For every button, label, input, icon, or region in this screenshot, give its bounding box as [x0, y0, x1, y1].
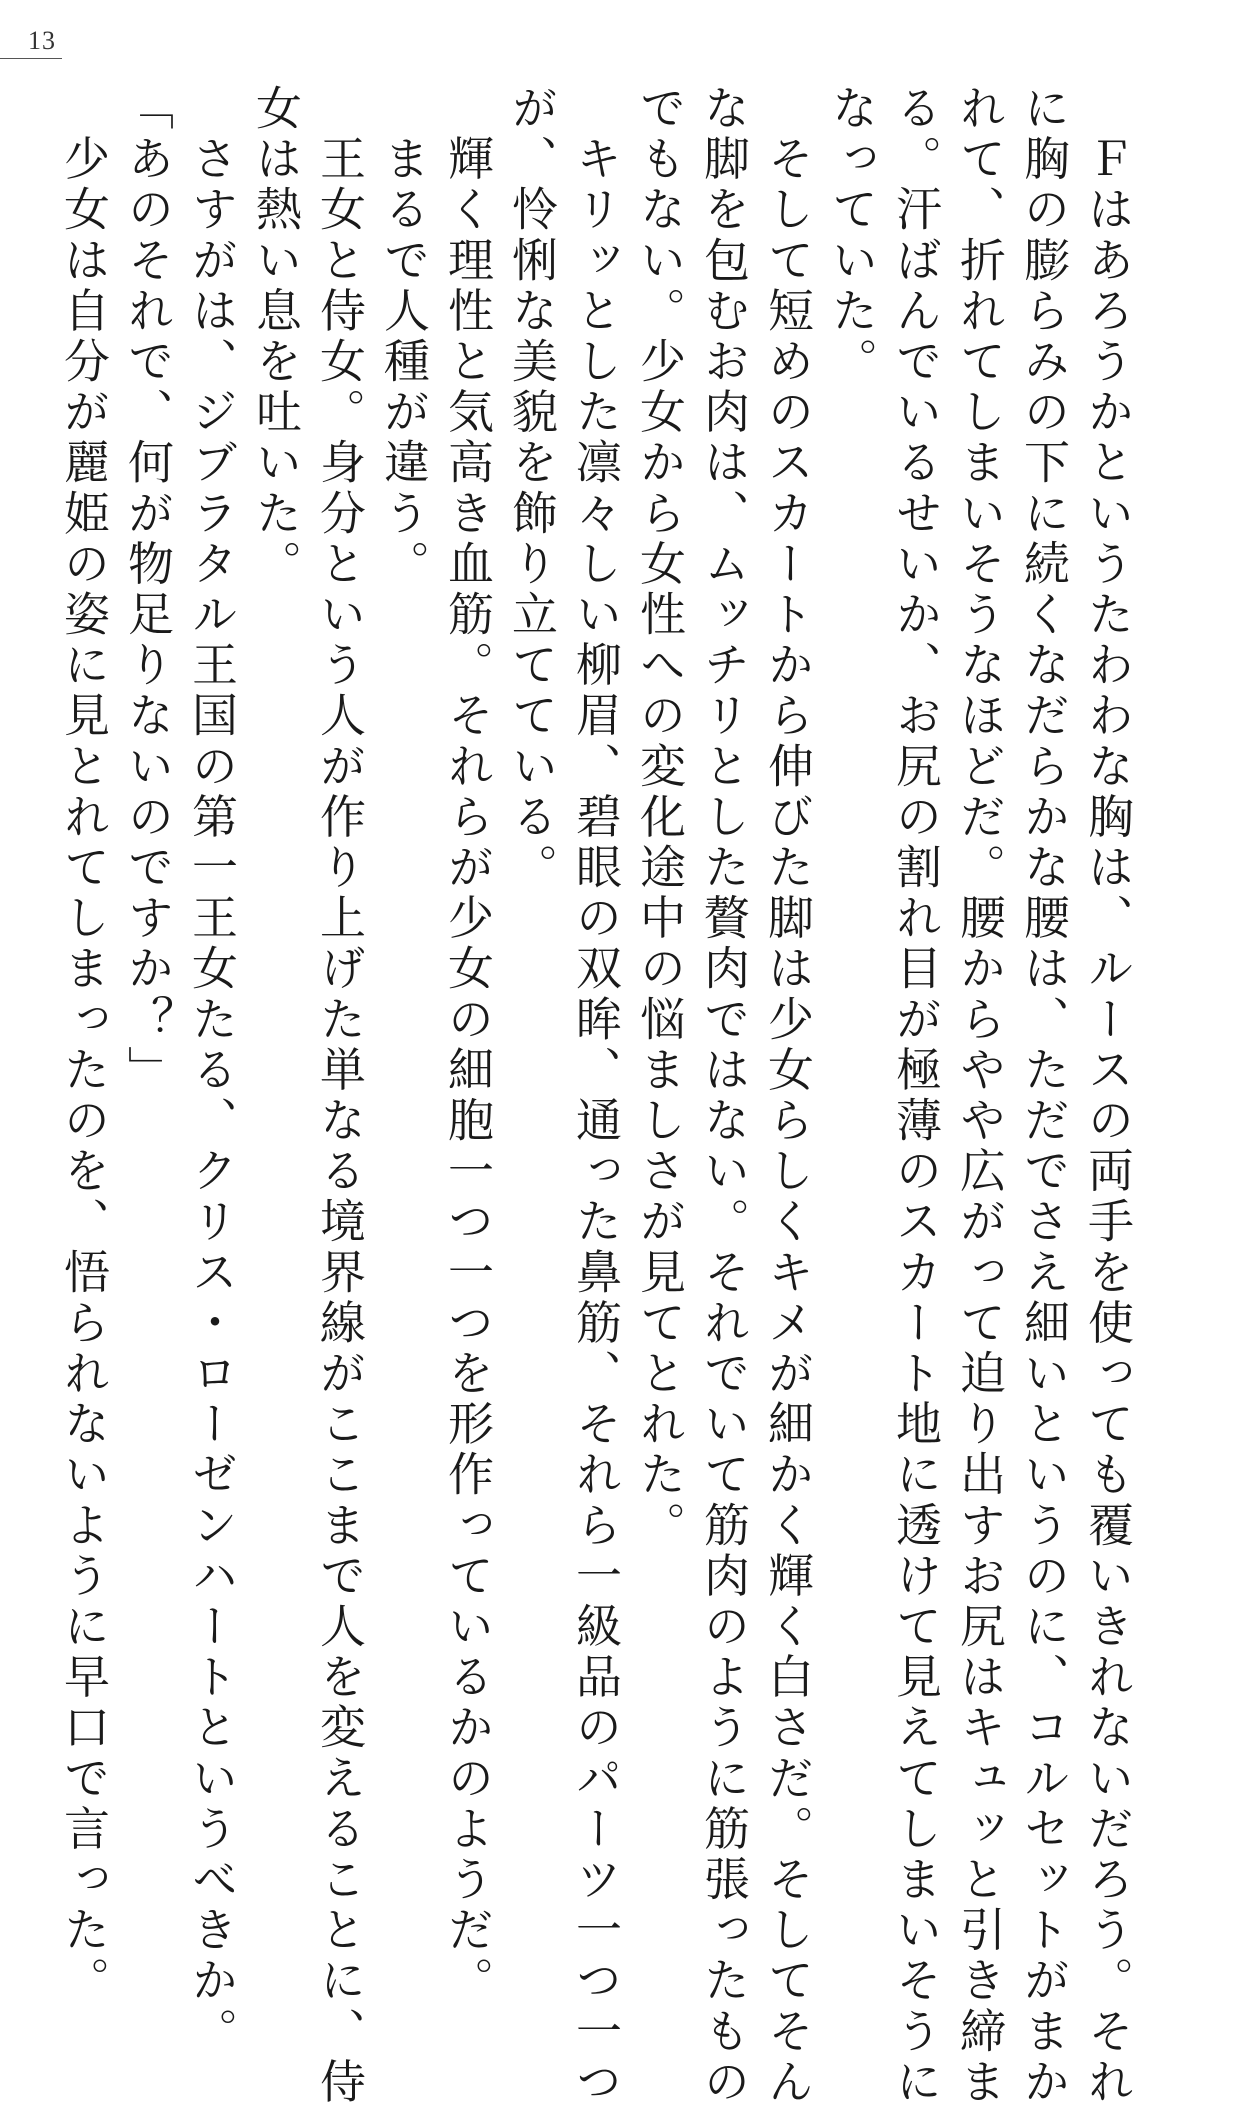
text-line: れて、折れてしまいそうなほどだ。腰からやや広がって迫り出すお尻はキュッと引き締ま — [953, 84, 1007, 2108]
text-line: が、怜悧な美貌を飾り立てている。 — [505, 84, 559, 894]
text-line: さすがは、ジブラタル王国の第一王女たる、クリス・ローゼンハートというべきか。 — [185, 84, 239, 2058]
body-text — [57, 84, 1140, 2108]
text-line: に胸の膨らみの下に続くなだらかな腰は、ただでさえ細いというのに、コルセットがまか — [1017, 84, 1071, 2108]
page-number: 13 — [28, 26, 56, 55]
text-line: 女は熱い息を吐いた。 — [249, 84, 303, 590]
text-line: Ｆはあろうかというたわわな胸は、ルースの両手を使っても覆いきれないだろう。それ — [1081, 84, 1135, 2108]
page-number-rule — [0, 58, 62, 59]
text-line: 「あのそれで、何が物足りないのですか？」 — [121, 84, 175, 1096]
text-line: な脚を包むお肉は、ムッチリとした贅肉ではない。それでいて筋肉のように筋張ったもの — [697, 84, 751, 2108]
text-line: 輝く理性と気高き血筋。それらが少女の細胞一つ一つを形作っているかのようだ。 — [441, 84, 495, 2007]
text-line: そして短めのスカートから伸びた脚は少女らしくキメが細かく輝く白さだ。そしてそん — [761, 84, 815, 2108]
text-line: なっていた。 — [825, 84, 879, 388]
text-line: る。汗ばんでいるせいか、お尻の割れ目が極薄のスカート地に透けて見えてしまいそうに — [889, 84, 943, 2108]
text-line: 王女と侍女。身分という人が作り上げた単なる境界線がここまで人を変えることに、侍 — [313, 84, 367, 2108]
text-line: 少女は自分が麗姫の姿に見とれてしまったのを、悟られないように早口で言った。 — [57, 84, 111, 2007]
text-line: キリッとした凛々しい柳眉、碧眼の双眸、通った鼻筋、それら一級品のパーツ一つ一つ — [569, 84, 623, 2108]
text-line: でもない。少女から女性への変化途中の悩ましさが見てとれた。 — [633, 84, 687, 1552]
text-line: まるで人種が違う。 — [377, 84, 431, 590]
